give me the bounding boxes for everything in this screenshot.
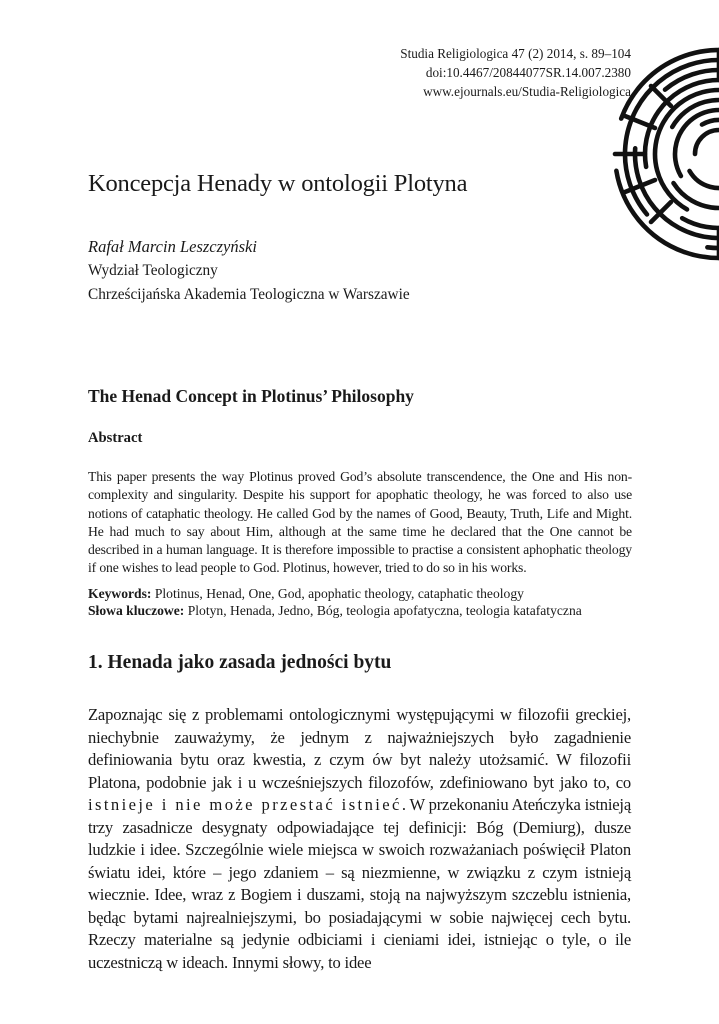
- emphasis-text: istnieje i nie może przestać istnieć: [88, 795, 402, 814]
- body-paragraph: [88, 704, 631, 974]
- abstract-text: This paper presents the way Plotinus proved God’s absolute transcendence, the One and His non-complexity and singularity. Despite his support for apophatic theology, he was forced to also use notions of cataphatic theology. He called God by the names of Good, Beauty, Truth, Life and Might. He had much to say about Him, although at the same time he declared that the One cannot be described in a human language. It is therefore impossible to practise a consistent aphophatic theology if one wishes to lead people to God. Plotinus, however, tried to do so in his works.: [88, 469, 632, 576]
- author-affiliation-faculty: Wydział Teologiczny: [88, 262, 218, 279]
- article-title: Koncepcja Henady w ontologii Plotyna: [88, 170, 468, 197]
- keywords-label: Keywords:: [88, 586, 152, 601]
- labyrinth-logo-icon: [611, 46, 719, 262]
- author-affiliation-institution: Chrześcijańska Akademia Teologiczna w Warszawie: [88, 286, 410, 303]
- slowa-kluczowe-label: Słowa kluczowe:: [88, 603, 185, 618]
- section-heading: 1. Henada jako zasada jedności bytu: [88, 652, 392, 673]
- journal-url: www.ejournals.eu/Studia-Religiologica: [423, 84, 631, 99]
- journal-citation: Studia Religiologica 47 (2) 2014, s. 89–104: [400, 46, 631, 61]
- english-title: The Henad Concept in Plotinus’ Philosophy: [88, 386, 414, 406]
- body-text-part-1: Zapoznając się z problemami ontologicznymi występującymi w filozofii greckiej, niechybnie zauważymy, że jednym z najważniejszych było zagadnienie definiowania bytu oraz kwestia, z czym ów byt należy utożsamić. W filozofii Platona, podobnie jak i u wcześniejszych filozofów, zdefiniowano byt jako to, co: [88, 705, 631, 792]
- keywords-block: [88, 585, 648, 619]
- journal-header: [400, 44, 631, 101]
- keywords-english: [88, 585, 648, 602]
- abstract-heading: Abstract: [88, 430, 143, 446]
- doi: doi:10.4467/20844077SR.14.007.2380: [425, 65, 631, 80]
- body-text-part-2: . W przekonaniu Ateńczyka istnieją trzy zasadnicze desygnaty odpowiadające tej definicji: Bóg (Demiurg), dusze ludzkie i idee. Szczególnie wiele miejsca w swoich rozważaniach poświęcił Platon światu idei, które – jego zdaniem – są niezmienne, w związku z czym istnieją wiecznie. Idee, wraz z Bogiem i duszami, stoją na najwyższym szczeblu istnienia, będąc bytami najrealniejszymi, bo posiadającymi w sobie najwięcej cech bytu. Rzeczy materialne są jedynie odbiciami i cieniami idei, istniejąc o tyle, o ile uczestniczą w ideach. Innymi słowy, to idee: [88, 795, 631, 972]
- keywords-value: Plotinus, Henad, One, God, apophatic theology, cataphatic theology: [151, 586, 524, 601]
- author-name: Rafał Marcin Leszczyński: [88, 237, 257, 256]
- slowa-kluczowe-value: Plotyn, Henada, Jedno, Bóg, teologia apofatyczna, teologia katafatyczna: [184, 603, 582, 618]
- keywords-polish: [88, 602, 648, 619]
